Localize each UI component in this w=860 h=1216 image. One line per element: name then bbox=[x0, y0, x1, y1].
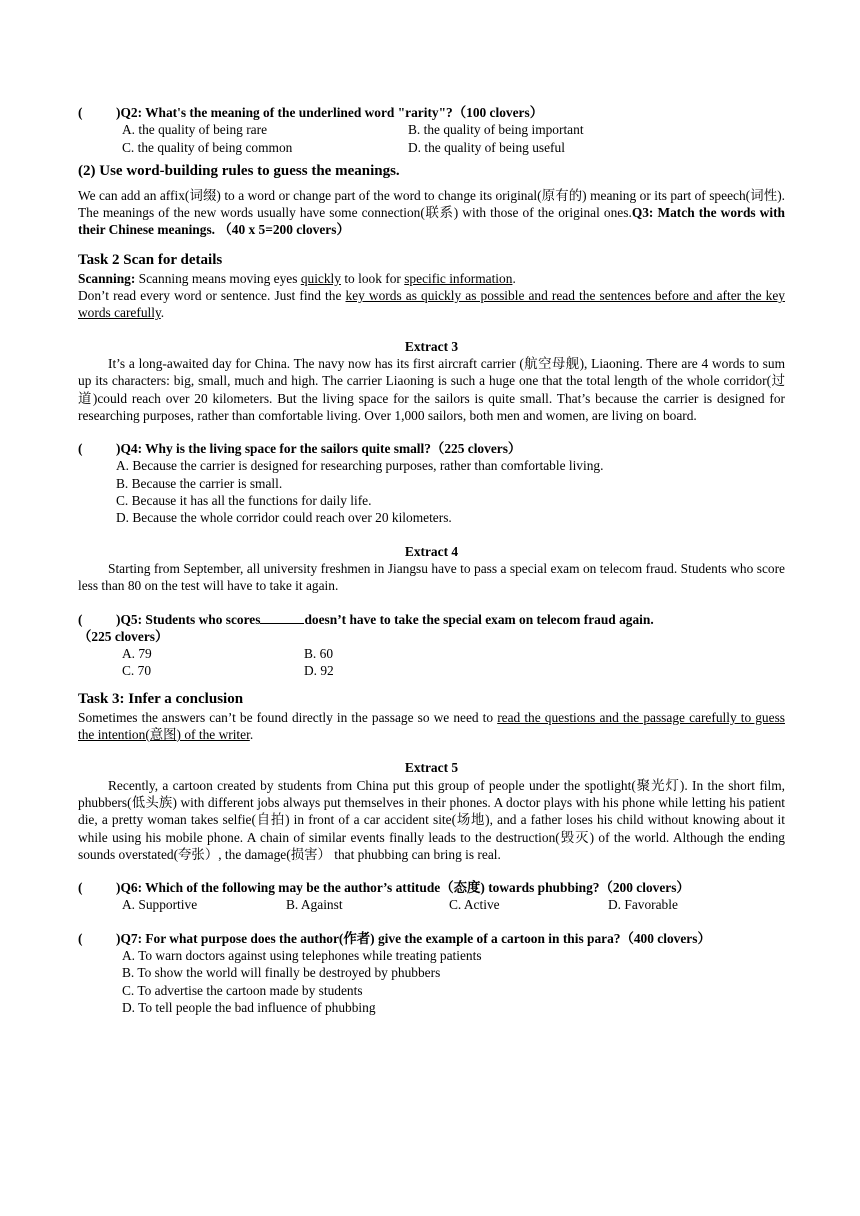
q5-options-row-1 bbox=[78, 645, 785, 662]
q2-options-row-1 bbox=[78, 121, 785, 138]
q7-option-d-row bbox=[78, 999, 785, 1016]
q6-option-b: B. Against bbox=[286, 897, 343, 913]
q7-option-d: D. To tell people the bad influence of phubbing bbox=[122, 999, 376, 1015]
q2-option-d: D. the quality of being useful bbox=[408, 139, 565, 155]
q5-option-d: D. 92 bbox=[304, 663, 334, 679]
q2-question-text: )Q2: What's the meaning of the underlined word "rarity"?（100 clovers） bbox=[116, 105, 544, 120]
q4-option-d-row bbox=[78, 509, 785, 526]
q6-question-text: )Q6: Which of the following may be the author’s attitude（态度) towards phubbing?（200 clovers） bbox=[116, 880, 690, 896]
q4-option-c: C. Because it has all the functions for daily life. bbox=[116, 493, 372, 509]
extract-4-paragraph: Starting from September, all university freshmen in Jiangsu have to pass a special exam on telecom fraud. Students who score less than 80 on the test will have to take it again. bbox=[78, 560, 785, 594]
extract-4-title: Extract 4 bbox=[404, 543, 459, 559]
q5-option-a: A. 79 bbox=[122, 646, 152, 662]
q7-question-text: )Q7: For what purpose does the author(作者) give the example of a cartoon in this para?（400 clovers） bbox=[116, 930, 711, 946]
q7-option-a-row bbox=[78, 947, 785, 964]
q2-option-c: C. the quality of being common bbox=[122, 139, 293, 155]
extract-5-paragraph: Recently, a cartoon created by students from China put this group of people under the spotlight(聚光灯). In the short film, phubbers(低头族) with different jobs always put themselves in their phones. A doctor plays with his phone while letting his patient die, a pretty woman takes selfie(自拍) in front of a car accident site(场地), and a father loses his child without knowing about it while using his mobile phone. A chain of similar events finally leads to the destruction(毁灭) of the world. Although the ending sounds overstated(夸张）, the damage(损害） that phubbing can bring is real. bbox=[78, 777, 785, 862]
answer-blank[interactable] bbox=[260, 611, 304, 624]
q7-option-b: B. To show the world will finally be destroyed by phubbers bbox=[122, 965, 441, 981]
q3-question: Q3: Match the words with their Chinese meanings. （40 x 5=200 clovers） bbox=[78, 205, 785, 238]
worksheet-page bbox=[78, 104, 785, 1016]
underlined-key-words: key words as quickly as possible and read the sentences before and after the key words carefully bbox=[78, 288, 786, 321]
scanning-text-3: . bbox=[512, 270, 516, 286]
q4-question bbox=[78, 440, 785, 457]
q7-option-b-row bbox=[78, 964, 785, 981]
q2-options-row-2 bbox=[78, 139, 785, 156]
q5-question bbox=[78, 611, 785, 628]
underlined-specific-information: specific information bbox=[404, 270, 513, 286]
q6-option-d: D. Favorable bbox=[608, 897, 678, 913]
instruction-text: Don’t read every word or sentence. Just find the bbox=[78, 288, 346, 304]
q7-option-c-row bbox=[78, 982, 785, 999]
section-2-text: We can add an affix(词缀) to a word or change part of the word to change its original(原有的) meaning or its part of speech(词性). The meanings of the new words usually have some connection(联系) with those of the original ones. bbox=[78, 187, 785, 221]
q7-question bbox=[78, 930, 785, 947]
q7-option-a: A. To warn doctors against using telephones while treating patients bbox=[122, 947, 482, 963]
task-3-instruction bbox=[78, 709, 785, 744]
scanning-text-2: to look for bbox=[340, 270, 405, 286]
scanning-text-1: Scanning means moving eyes bbox=[135, 270, 301, 286]
q2-option-b: B. the quality of being important bbox=[408, 122, 584, 138]
task-3-end: . bbox=[249, 727, 254, 743]
q6-question bbox=[78, 879, 785, 896]
q4-option-b-row bbox=[78, 475, 785, 492]
task-3-text: Sometimes the answers can’t be found directly in the passage so we need to bbox=[78, 709, 498, 725]
extract-3-title: Extract 3 bbox=[404, 338, 459, 354]
scanning-definition bbox=[78, 270, 785, 287]
task-2-heading: Task 2 Scan for details bbox=[78, 251, 223, 268]
underlined-intention: read the questions and the passage carefully to guess the intention(意图) of the writer bbox=[78, 709, 785, 743]
scanning-label: Scanning: bbox=[78, 270, 136, 286]
q6-options-row bbox=[78, 896, 785, 913]
section-2-heading: (2) Use word-building rules to guess the meanings. bbox=[78, 162, 400, 179]
q4-option-a: A. Because the carrier is designed for researching purposes, rather than comfortable living. bbox=[116, 458, 604, 474]
q5-option-c: C. 70 bbox=[122, 663, 152, 679]
q5-option-b: B. 60 bbox=[304, 646, 334, 662]
answer-paren: ( bbox=[78, 880, 83, 896]
task-3-heading: Task 3: Infer a conclusion bbox=[78, 690, 244, 707]
q5-clovers: （225 clovers） bbox=[78, 628, 169, 644]
q4-option-b: B. Because the carrier is small. bbox=[116, 475, 283, 491]
q4-option-c-row bbox=[78, 492, 785, 509]
q6-option-c: C. Active bbox=[449, 897, 500, 913]
answer-paren: ( bbox=[78, 611, 83, 627]
q4-question-text: )Q4: Why is the living space for the sailors quite small?（225 clovers） bbox=[116, 441, 522, 457]
q5-question-start: )Q5: Students who scores bbox=[116, 611, 261, 627]
q4-option-d: D. Because the whole corridor could reach over 20 kilometers. bbox=[116, 510, 452, 526]
q4-option-a-row bbox=[78, 457, 785, 474]
extract-5-title: Extract 5 bbox=[404, 760, 459, 776]
scanning-instruction bbox=[78, 287, 785, 322]
q6-option-a: A. Supportive bbox=[122, 897, 198, 913]
answer-paren: ( bbox=[78, 441, 83, 457]
extract-3-paragraph: It’s a long-awaited day for China. The navy now has its first aircraft carrier (航空母舰), Liaoning. There are 4 words to sum up its characters: big, small, much and high. The carrier Liaoning is such a huge one that the total length of the whole corridor(过道)could reach over 20 kilometers. But the living space for the sailors is quite small. That’s because the carrier is designed for researching purposes, rather than comfortable living. Over 1,000 sailors, both men and women, are living on board. bbox=[78, 355, 785, 423]
underlined-quickly: quickly bbox=[300, 270, 341, 286]
answer-paren: ( bbox=[78, 930, 83, 946]
q5-options-row-2 bbox=[78, 662, 785, 679]
q7-option-c: C. To advertise the cartoon made by students bbox=[122, 982, 363, 998]
q2-question bbox=[78, 104, 785, 121]
answer-paren: ( bbox=[78, 105, 83, 120]
q5-question-end: doesn’t have to take the special exam on telecom fraud again. bbox=[304, 611, 654, 627]
q2-option-a: A. the quality of being rare bbox=[122, 122, 268, 138]
instruction-end: . bbox=[160, 305, 165, 321]
section-2-paragraph bbox=[78, 187, 785, 239]
